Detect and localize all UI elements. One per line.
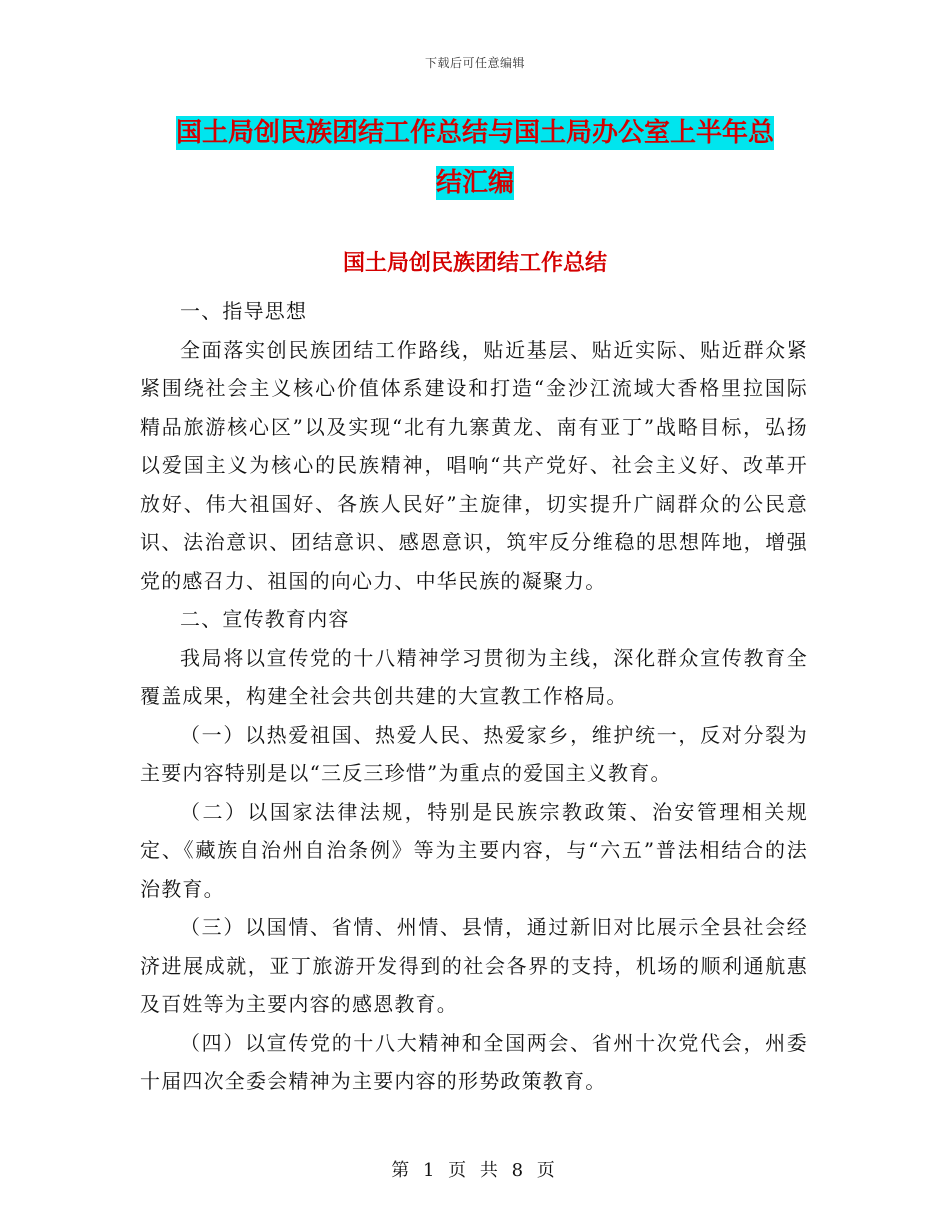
paragraph-education-intro: 我局将以宣传党的十八精神学习贯彻为主线，深化群众宣传教育全覆盖成果，构建全社会共创共建的大宣教工作格局。 xyxy=(140,645,808,708)
document-title xyxy=(140,108,810,208)
paragraph-guiding-ideology: 全面落实创民族团结工作路线，贴近基层、贴近实际、贴近群众紧紧围绕社会主义核心价值体系建设和打造“金沙江流域大香格里拉国际精品旅游核心区”以及实现“北有九寨黄龙、南有亚丁”战略目标，弘扬以爱国主义为核心的民族精神，唱响“共产党好、社会主义好、改革开放好、伟大祖国好、各族人民好”主旋律，切实提升广阔群众的公民意识、法治意识、团结意识、感恩意识，筑牢反分维稳的思想阵地，增强党的感召力、祖国的向心力、中华民族的凝聚力。 xyxy=(140,337,808,593)
section-title: 国土局创民族团结工作总结 xyxy=(342,251,607,276)
paragraph-item-4: （四）以宣传党的十八大精神和全国两会、省州十次党代会，州委十届四次全委会精神为主要内容的形势政策教育。 xyxy=(140,1030,808,1093)
document-title-line-1: 国土局创民族团结工作总结与国土局办公室上半年总 xyxy=(175,118,774,148)
page-number-footer: 第 1 页 共 8 页 xyxy=(391,1160,559,1181)
heading-education-content: 二、宣传教育内容 xyxy=(180,607,350,631)
paragraph-item-3: （三）以国情、省情、州情、县情，通过新旧对比展示全县社会经济进展成就，亚丁旅游开发得到的社会各界的支持，机场的顺利通航惠及百姓等为主要内容的感恩教育。 xyxy=(140,915,808,1016)
document-body xyxy=(140,292,808,1101)
paragraph-item-2: （二）以国家法律法规，特别是民族宗教政策、治安管理相关规定、《藏族自治州自治条例》等为主要内容，与“六五”普法相结合的法治教育。 xyxy=(140,799,808,901)
heading-guiding-ideology: 一、指导思想 xyxy=(180,299,308,323)
paragraph-item-1: （一）以热爱祖国、热爱人民、热爱家乡，维护统一，反对分裂为主要内容特别是以“三反三珍惜”为重点的爱国主义教育。 xyxy=(140,722,808,785)
header-note: 下载后可任意编辑 xyxy=(424,56,525,70)
document-title-line-2: 结汇编 xyxy=(435,168,514,198)
